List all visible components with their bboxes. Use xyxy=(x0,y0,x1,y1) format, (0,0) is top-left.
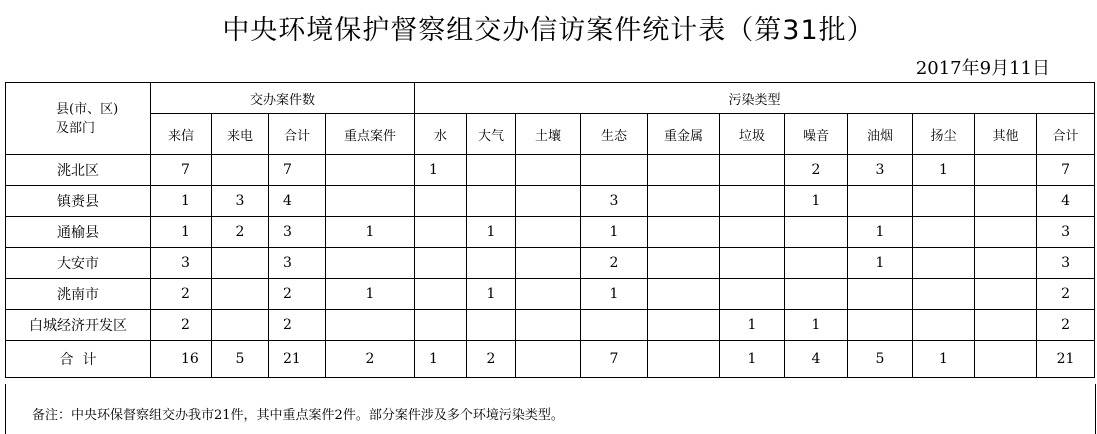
table-cell: 1 xyxy=(326,217,415,248)
table-row xyxy=(6,155,1095,186)
table-cell: 2 xyxy=(581,248,648,279)
table-cell: 5 xyxy=(848,341,913,378)
table-cell xyxy=(415,310,467,341)
table-cell xyxy=(467,155,516,186)
header-row-group xyxy=(6,83,1095,114)
table-cell xyxy=(720,217,785,248)
remarks-box xyxy=(5,384,1096,434)
table-cell xyxy=(516,310,581,341)
table-cell: 1 xyxy=(848,217,913,248)
table-cell xyxy=(648,155,720,186)
table-cell: 1 xyxy=(151,217,212,248)
row-name: 白城经济开发区 xyxy=(6,310,151,341)
table-cell xyxy=(415,248,467,279)
table-cell: 2 xyxy=(467,341,516,378)
table-cell xyxy=(975,279,1037,310)
table-cell xyxy=(913,248,975,279)
table-cell xyxy=(913,310,975,341)
row-name: 镇赉县 xyxy=(6,186,151,217)
table-cell xyxy=(648,341,720,378)
table-cell: 21 xyxy=(269,341,326,378)
col-header-soil: 土壤 xyxy=(516,114,581,155)
row-name: 大安市 xyxy=(6,248,151,279)
col-header-pollution-total: 合计 xyxy=(1037,114,1095,155)
table-cell xyxy=(467,186,516,217)
table-cell xyxy=(648,186,720,217)
header-assigned-cases: 交办案件数 xyxy=(151,83,415,114)
table-cell: 1 xyxy=(785,186,848,217)
table-cell xyxy=(913,217,975,248)
col-header-noise: 噪音 xyxy=(785,114,848,155)
table-cell xyxy=(913,186,975,217)
table-cell: 3 xyxy=(1037,217,1095,248)
header-pollution-types: 污染类型 xyxy=(415,83,1095,114)
col-header-dust: 扬尘 xyxy=(913,114,975,155)
col-header-assigned-total: 合计 xyxy=(269,114,326,155)
table-cell xyxy=(720,279,785,310)
col-header-ecology: 生态 xyxy=(581,114,648,155)
table-row xyxy=(6,248,1095,279)
table-cell xyxy=(720,186,785,217)
table-cell: 3 xyxy=(151,248,212,279)
table-cell: 7 xyxy=(581,341,648,378)
table-cell: 2 xyxy=(151,279,212,310)
table-cell xyxy=(467,310,516,341)
table-cell: 1 xyxy=(415,155,467,186)
table-cell: 16 xyxy=(151,341,212,378)
table-cell xyxy=(785,248,848,279)
table-cell: 3 xyxy=(269,248,326,279)
table-cell: 2 xyxy=(151,310,212,341)
table-cell: 1 xyxy=(581,279,648,310)
total-label: 合 计 xyxy=(6,341,151,378)
col-header-key-cases: 重点案件 xyxy=(326,114,415,155)
table-row xyxy=(6,217,1095,248)
table-cell: 4 xyxy=(1037,186,1095,217)
table-cell xyxy=(516,217,581,248)
table-cell: 2 xyxy=(1037,279,1095,310)
table-cell: 4 xyxy=(269,186,326,217)
table-cell xyxy=(975,248,1037,279)
table-cell xyxy=(648,217,720,248)
table-cell xyxy=(581,155,648,186)
col-header-air: 大气 xyxy=(467,114,516,155)
table-cell: 5 xyxy=(212,341,269,378)
table-row xyxy=(6,310,1095,341)
table-cell xyxy=(326,186,415,217)
table-cell xyxy=(975,155,1037,186)
table-cell xyxy=(720,248,785,279)
table-cell: 1 xyxy=(467,217,516,248)
table-cell: 2 xyxy=(269,310,326,341)
table-cell: 4 xyxy=(785,341,848,378)
table-cell xyxy=(212,248,269,279)
table-cell xyxy=(975,341,1037,378)
table-cell xyxy=(848,310,913,341)
table-cell xyxy=(415,217,467,248)
table-cell xyxy=(326,155,415,186)
table-cell xyxy=(785,279,848,310)
table-cell xyxy=(516,341,581,378)
table-cell xyxy=(516,186,581,217)
col-header-other: 其他 xyxy=(975,114,1037,155)
table-cell xyxy=(516,155,581,186)
row-name: 通榆县 xyxy=(6,217,151,248)
col-header-calls: 来电 xyxy=(212,114,269,155)
table-cell: 2 xyxy=(1037,310,1095,341)
table-cell xyxy=(326,310,415,341)
row-name: 洮南市 xyxy=(6,279,151,310)
table-cell xyxy=(516,279,581,310)
remarks-text: 备注：中央环保督察组交办我市21件，其中重点案件2件。部分案件涉及多个环境污染类型。 xyxy=(32,408,564,423)
table-cell xyxy=(648,279,720,310)
table-cell: 3 xyxy=(1037,248,1095,279)
table-row xyxy=(6,186,1095,217)
table-cell xyxy=(648,310,720,341)
table-cell: 2 xyxy=(269,279,326,310)
table-cell xyxy=(975,217,1037,248)
col-header-letters: 来信 xyxy=(151,114,212,155)
total-row xyxy=(6,341,1095,378)
table-cell xyxy=(975,310,1037,341)
col-header-heavy-metal: 重金属 xyxy=(648,114,720,155)
header-county-dept xyxy=(6,83,151,155)
table-cell: 1 xyxy=(326,279,415,310)
table-cell: 1 xyxy=(913,155,975,186)
table-cell xyxy=(975,186,1037,217)
table-cell: 1 xyxy=(913,341,975,378)
table-cell: 21 xyxy=(1037,341,1095,378)
table-cell: 2 xyxy=(785,155,848,186)
row-name: 洮北区 xyxy=(6,155,151,186)
table-cell: 1 xyxy=(467,279,516,310)
table-cell xyxy=(648,248,720,279)
table-cell xyxy=(720,155,785,186)
page-title: 中央环境保护督察组交办信访案件统计表（第31批） xyxy=(222,15,875,46)
statistics-table xyxy=(5,82,1095,378)
table-cell xyxy=(212,279,269,310)
table-cell: 2 xyxy=(212,217,269,248)
header-row-columns xyxy=(6,114,1095,155)
table-cell xyxy=(415,186,467,217)
table-cell xyxy=(913,279,975,310)
table-cell xyxy=(848,279,913,310)
table-cell: 1 xyxy=(581,217,648,248)
table-cell xyxy=(212,310,269,341)
table-cell: 1 xyxy=(415,341,467,378)
table-cell xyxy=(848,186,913,217)
table-cell xyxy=(212,155,269,186)
col-header-garbage: 垃圾 xyxy=(720,114,785,155)
table-cell: 1 xyxy=(848,248,913,279)
table-row xyxy=(6,279,1095,310)
table-cell xyxy=(581,310,648,341)
col-header-cooking-fumes: 油烟 xyxy=(848,114,913,155)
table-cell: 3 xyxy=(269,217,326,248)
table-cell: 1 xyxy=(785,310,848,341)
table-cell xyxy=(467,248,516,279)
col-header-water: 水 xyxy=(415,114,467,155)
table-cell xyxy=(785,217,848,248)
table-cell: 3 xyxy=(848,155,913,186)
table-cell xyxy=(516,248,581,279)
report-date: 2017年9月11日 xyxy=(915,58,1050,79)
table-cell xyxy=(415,279,467,310)
table-cell: 3 xyxy=(212,186,269,217)
table-cell: 3 xyxy=(581,186,648,217)
table-cell: 2 xyxy=(326,341,415,378)
table-cell: 7 xyxy=(269,155,326,186)
table-cell xyxy=(326,248,415,279)
table-cell: 1 xyxy=(720,310,785,341)
table-cell: 7 xyxy=(151,155,212,186)
table-cell: 1 xyxy=(151,186,212,217)
table-cell: 1 xyxy=(720,341,785,378)
table-cell: 7 xyxy=(1037,155,1095,186)
header-county-dept-label: 县(市、区) 及部门 xyxy=(56,101,119,136)
